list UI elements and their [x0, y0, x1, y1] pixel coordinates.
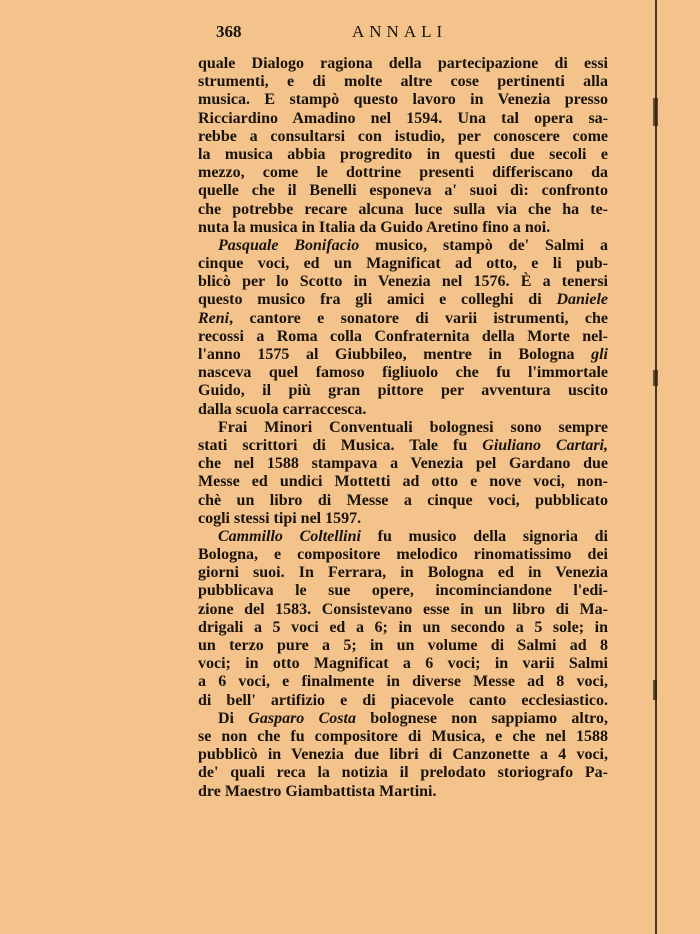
- text-run: musico, stampò de' Salmi a: [359, 236, 609, 254]
- text-run: Guido, il più gran pittore per avventura uscito: [198, 382, 608, 400]
- text-run: se non che fu compositore di Musica, e che nel 1588: [198, 727, 608, 745]
- text-line: [198, 182, 608, 200]
- text-run: rebbe a consultarsi con istudio, per conoscere come: [198, 127, 608, 145]
- italic-text: Giuliano Cartari,: [482, 436, 608, 454]
- text-line: [198, 419, 608, 437]
- text-line: [198, 328, 608, 346]
- body-text: [198, 55, 608, 801]
- text-line: [198, 510, 608, 528]
- text-line: [198, 473, 608, 491]
- text-run: pubblicò in Venezia due libri di Canzonette a 4 voci,: [198, 746, 608, 764]
- text-run: dre Maestro Giambattista Martini.: [198, 782, 437, 800]
- text-line: [198, 128, 608, 146]
- text-run: de' quali reca la notizia il prelodato storiografo Pa-: [198, 764, 608, 782]
- text-run: quale Dialogo ragiona della partecipazione di essi: [198, 55, 608, 72]
- text-line: [198, 528, 608, 546]
- text-line: [198, 255, 608, 273]
- text-run: Messe ed undici Mottetti ad otto e nove voci, non-: [198, 473, 608, 491]
- text-run: bolognese non sappiamo altro,: [355, 709, 608, 727]
- text-line: [198, 673, 608, 691]
- text-line: [198, 55, 608, 73]
- text-line: [198, 346, 608, 364]
- page-number: 368: [216, 22, 242, 41]
- text-line: [198, 728, 608, 746]
- text-run: che nel 1588 stampava a Venezia pel Gardano due: [198, 455, 608, 473]
- text-run: quelle che il Benelli esponeva a' suoi dì: confronto: [198, 182, 608, 200]
- text-run: zione del 1583. Consistevano esse in un libro di Ma-: [198, 600, 608, 618]
- text-line: [198, 655, 608, 673]
- text-line: [198, 564, 608, 582]
- italic-text: Reni: [198, 309, 230, 327]
- text-line: [198, 110, 608, 128]
- text-run: mezzo, come le dottrine presenti differiscano da: [198, 164, 608, 182]
- text-line: [198, 364, 608, 382]
- text-run: chè un libro di Messe a cinque voci, pubblicato: [198, 491, 608, 509]
- italic-text: gli: [591, 346, 608, 363]
- text-run: cogli stessi tipi nel 1597.: [198, 509, 362, 527]
- text-line: [198, 273, 608, 291]
- italic-text: Cammillo Coltellini: [218, 527, 361, 545]
- text-run: Di: [218, 709, 249, 727]
- text-run: un terzo pure a 5; in un volume di Salmi ad 8: [198, 637, 608, 654]
- text-line: [198, 764, 608, 782]
- text-run: a 6 voci, e finalmente in diverse Messe ad 8 voci,: [198, 673, 608, 691]
- text-line: [198, 437, 608, 455]
- italic-text: Pasquale Bonifacio: [218, 236, 360, 254]
- text-run: questo musico fra gli amici e colleghi di: [198, 291, 557, 309]
- text-run: l'anno 1575 al Giubbileo, mentre in Bologna: [198, 346, 592, 363]
- text-run: Frai Minori Conventuali bolognesi sono sempre: [218, 418, 608, 436]
- text-line: [198, 637, 608, 655]
- text-run: di bell' artifizio e di piacevole canto ecclesiastico.: [198, 691, 608, 709]
- text-run: nasceva quel famoso figliuolo che fu l'immortale: [198, 364, 608, 382]
- text-run: Bologna, e compositore melodico rinomatissimo dei: [198, 546, 608, 564]
- edge-mark: [653, 680, 657, 700]
- text-line: [198, 382, 608, 400]
- text-line: [198, 783, 608, 801]
- text-run: recossi a Roma colla Confraternita della Morte nel-: [198, 327, 608, 345]
- text-line: [198, 710, 608, 728]
- text-line: [198, 146, 608, 164]
- text-run: stati scrittori di Musica. Tale fu: [198, 436, 483, 454]
- page-edge-line: [655, 0, 657, 934]
- text-run: , cantore e sonatore di varii istrumenti, che: [229, 309, 608, 327]
- text-line: [198, 746, 608, 764]
- text-run: dalla scuola carraccesca.: [198, 400, 367, 418]
- text-line: [198, 619, 608, 637]
- text-line: [198, 219, 608, 237]
- italic-text: Daniele: [556, 291, 608, 309]
- text-run: pubblicava le sue opere, incominciandone l'edi-: [198, 582, 608, 600]
- text-line: [198, 455, 608, 473]
- text-run: giorni suoi. In Ferrara, in Bologna ed in Venezia: [198, 564, 608, 582]
- text-line: [198, 692, 608, 710]
- text-run: nuta la musica in Italia da Guido Aretino fino a noi.: [198, 218, 551, 236]
- text-run: strumenti, e di molte altre cose pertinenti alla: [198, 73, 608, 91]
- edge-mark: [653, 98, 658, 126]
- text-line: [198, 492, 608, 510]
- text-run: che potrebbe recare alcuna luce sulla via che ha te-: [198, 200, 608, 218]
- text-line: [198, 164, 608, 182]
- text-line: [198, 401, 608, 419]
- text-run: fu musico della signoria di: [360, 527, 608, 545]
- text-line: [198, 582, 608, 600]
- running-title: ANNALI: [352, 22, 448, 41]
- text-run: voci; in otto Magnificat a 6 voci; in varii Salmi: [198, 655, 608, 673]
- text-line: [198, 201, 608, 219]
- page-header: [198, 22, 608, 44]
- edge-mark: [653, 370, 658, 386]
- text-run: Ricciardino Amadino nel 1594. Una tal opera sa-: [198, 109, 608, 127]
- text-run: drigali a 5 voci ed a 6; in un secondo a 5 sole; in: [198, 618, 608, 636]
- text-line: [198, 601, 608, 619]
- text-run: la musica abbia progredito in questi due secoli e: [198, 145, 608, 163]
- text-line: [198, 310, 608, 328]
- text-line: [198, 237, 608, 255]
- text-run: musica. E stampò questo lavoro in Venezia presso: [198, 91, 608, 109]
- text-line: [198, 291, 608, 309]
- text-line: [198, 546, 608, 564]
- italic-text: Gasparo Costa: [248, 709, 356, 727]
- text-run: blicò per lo Scotto in Venezia nel 1576. È a tenersi: [198, 273, 608, 291]
- text-line: [198, 73, 608, 91]
- text-line: [198, 91, 608, 109]
- text-run: cinque voci, ed un Magnificat ad otto, e li pub-: [198, 255, 608, 273]
